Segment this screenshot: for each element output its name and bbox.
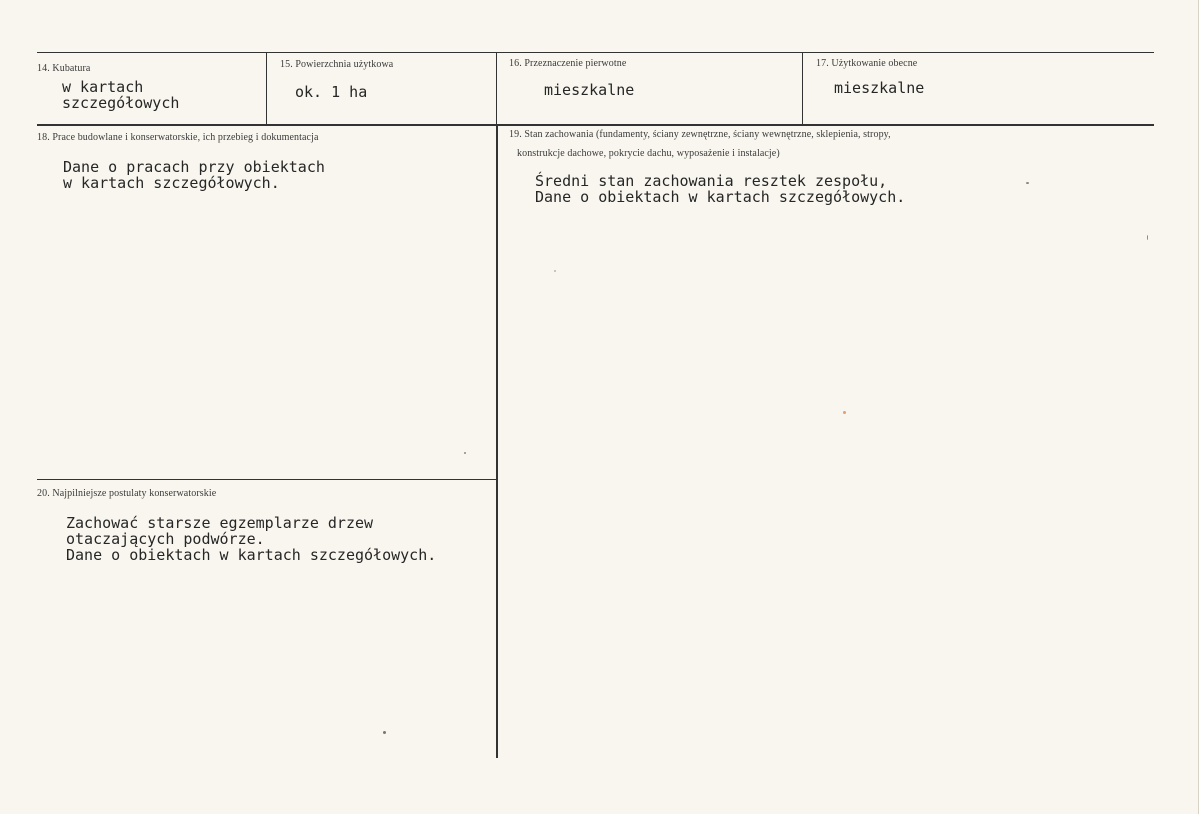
postulaty-value-line-2: otaczających podwórze. <box>66 530 265 548</box>
divider-16-17 <box>802 53 803 124</box>
uzytkowanie-label: 17. Użytkowanie obecne <box>816 58 918 69</box>
paper-speck <box>464 452 466 454</box>
main-column-divider <box>496 126 498 758</box>
paper-speck <box>843 411 846 414</box>
uzytkowanie-value: mieszkalne <box>834 79 925 97</box>
powierzchnia-label: 15. Powierzchnia użytkowa <box>280 59 394 70</box>
paper-speck <box>554 270 556 272</box>
divider-15-16 <box>496 53 497 124</box>
przeznaczenie-value: mieszkalne <box>544 81 635 99</box>
postulaty-label: 20. Najpilniejsze postulaty konserwatorskie <box>37 488 217 499</box>
top-rule <box>37 52 1154 53</box>
prace-value-line-2: w kartach szczegółowych. <box>63 174 280 192</box>
paper-speck <box>1147 235 1148 240</box>
section-20-top-rule <box>37 479 496 480</box>
kubatura-value-line-2: szczegółowych <box>62 94 180 112</box>
postulaty-value-line-3: Dane o obiektach w kartach szczegółowych. <box>66 546 437 564</box>
divider-14-15 <box>266 53 267 124</box>
kubatura-label: 14. Kubatura <box>37 63 91 74</box>
przeznaczenie-label: 16. Przeznaczenie pierwotne <box>509 58 627 69</box>
paper-speck <box>383 731 386 734</box>
stan-value-line-2: Dane o obiektach w kartach szczegółowych. <box>535 188 906 206</box>
stan-value-line-1: Średni stan zachowania resztek zespołu, <box>535 172 888 190</box>
prace-label: 18. Prace budowlane i konserwatorskie, ich przebieg i dokumentacja <box>37 132 319 143</box>
header-bottom-rule <box>37 124 1154 126</box>
powierzchnia-value: ok. 1 ha <box>295 83 368 101</box>
postulaty-value-line-1: Zachować starsze egzemplarze drzew <box>66 514 374 532</box>
stan-label-line-1: 19. Stan zachowania (fundamenty, ściany zewnętrzne, ściany wewnętrzne, sklepienia, stropy, <box>509 129 891 140</box>
prace-value-line-1: Dane o pracach przy obiektach <box>63 158 325 176</box>
stan-label-line-2: konstrukcje dachowe, pokrycie dachu, wyposażenie i instalacje) <box>517 148 780 159</box>
paper-speck <box>1026 182 1029 184</box>
kubatura-value-line-1: w kartach <box>62 78 144 96</box>
